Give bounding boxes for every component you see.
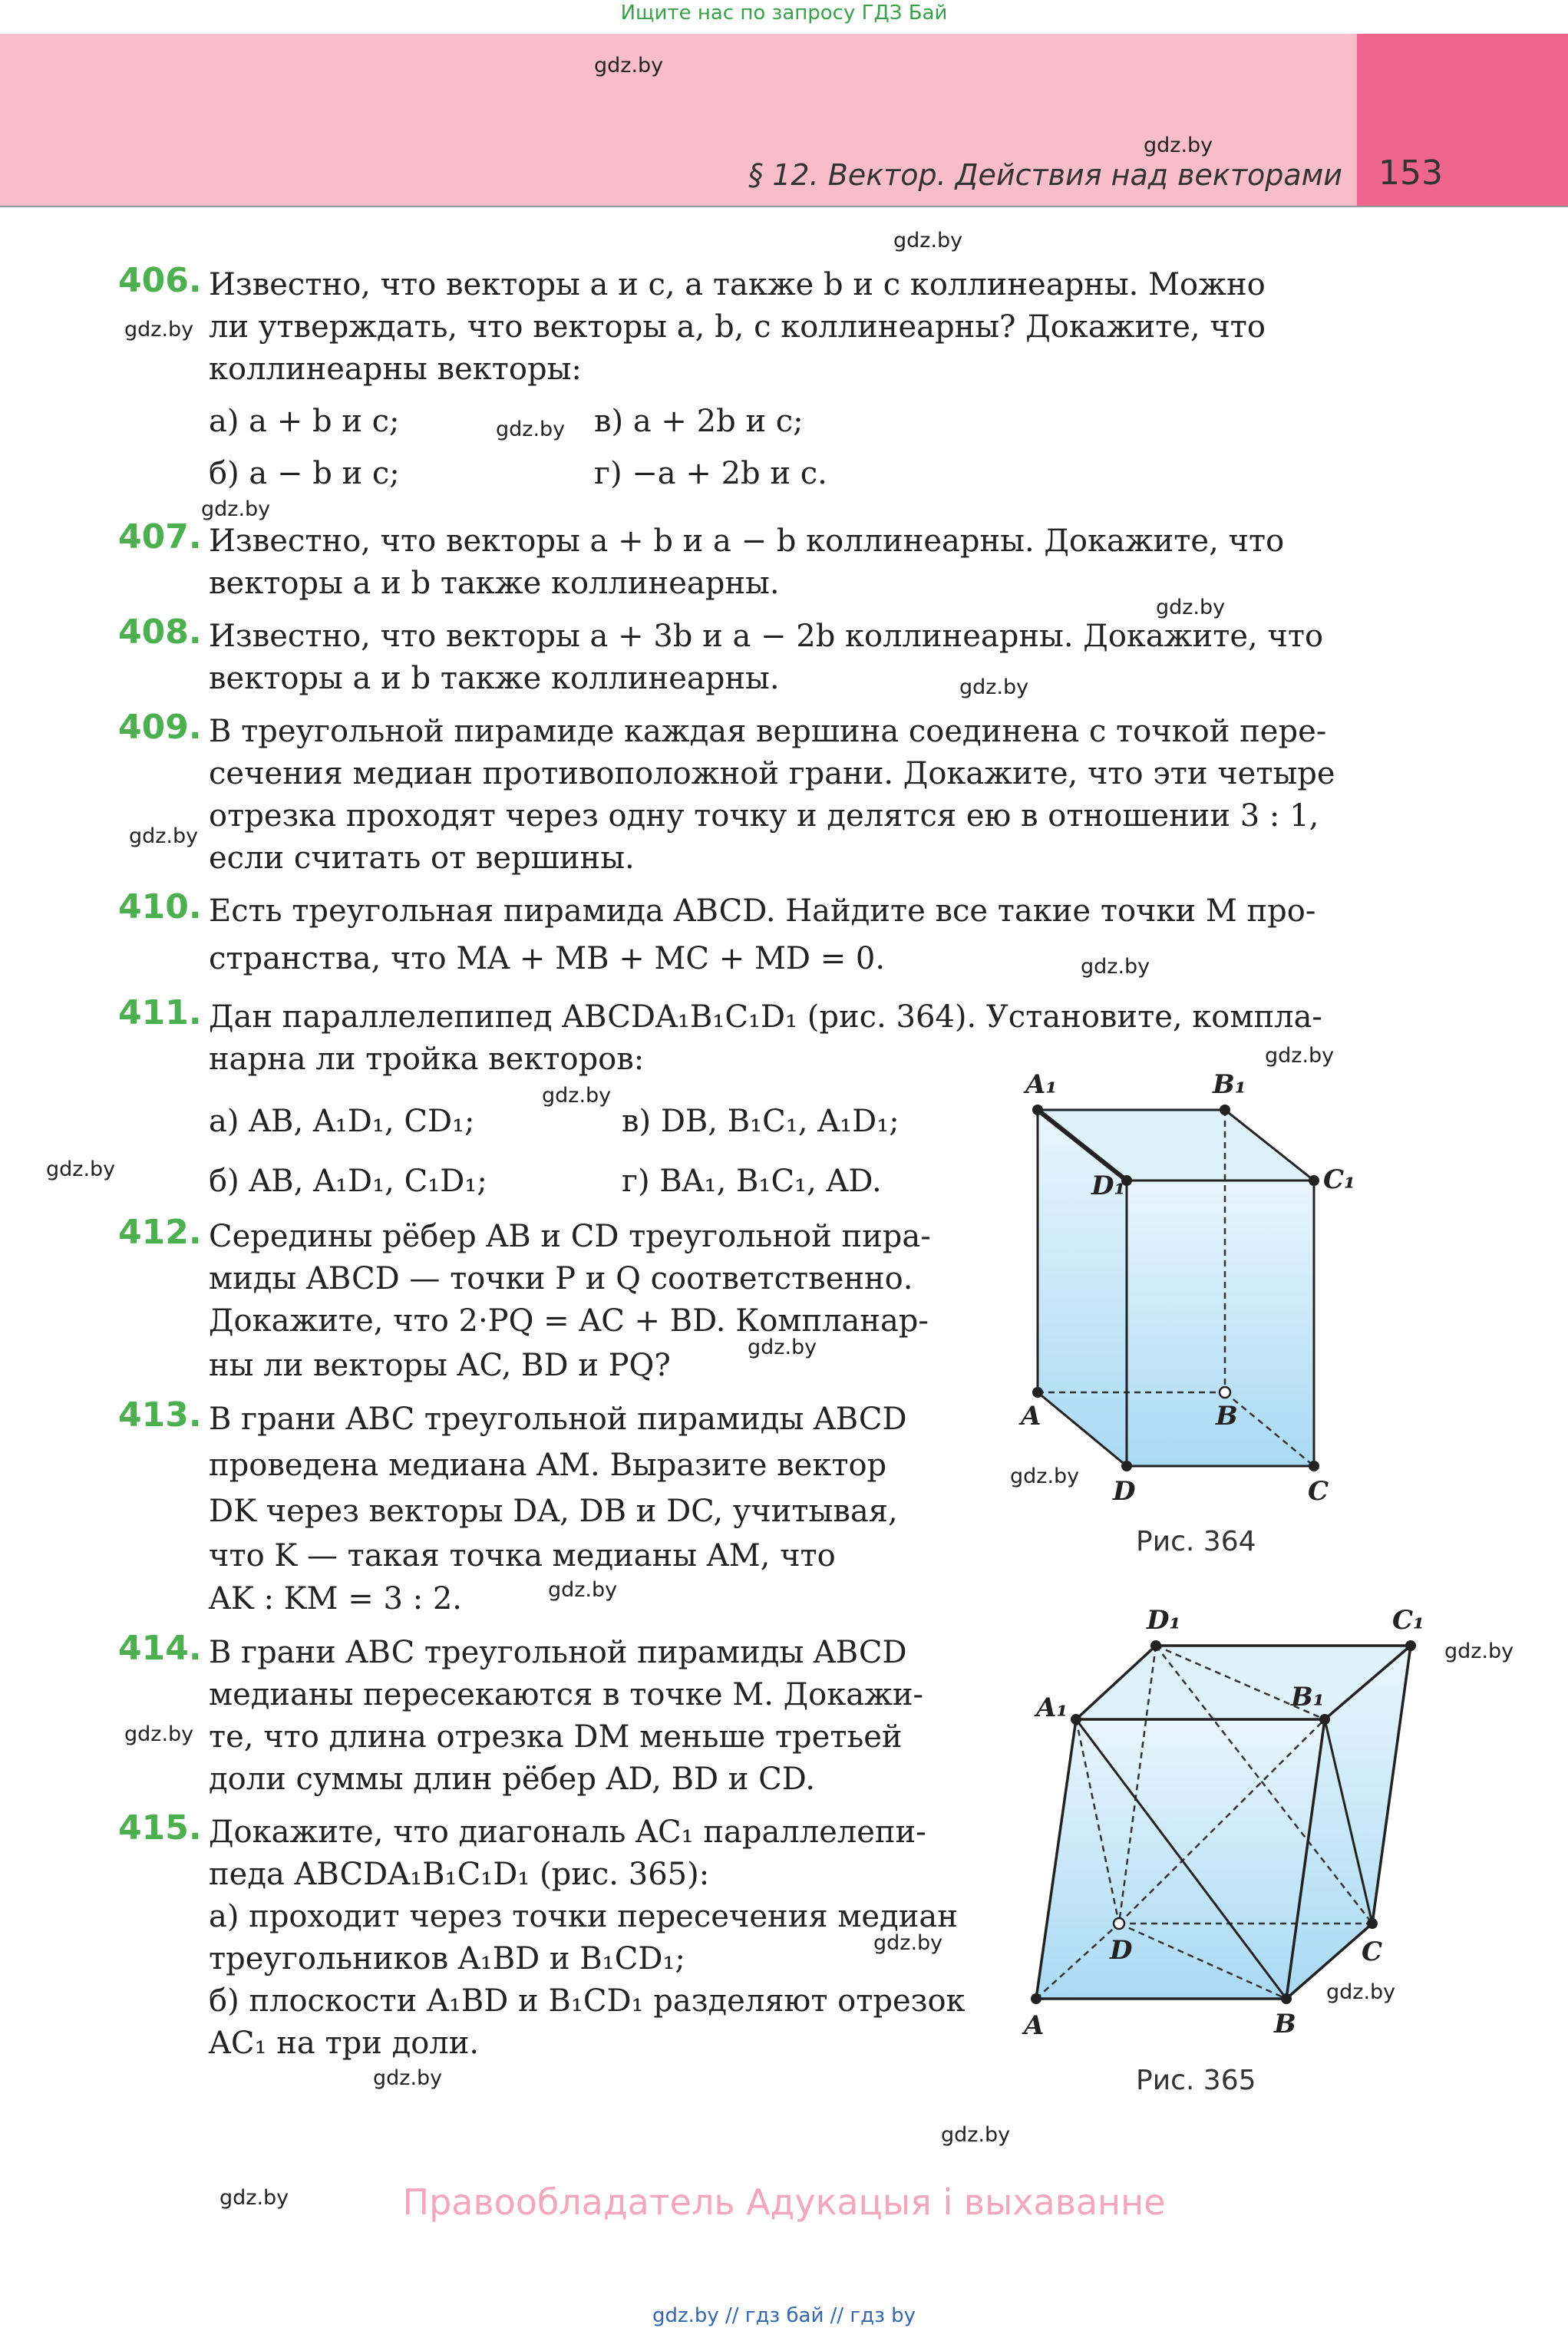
- problem-text: В грани ABC треугольной пирамиды ABCD: [209, 1402, 907, 1437]
- problem-text: Есть треугольная пирамида ABCD. Найдите все такие точки M про-: [209, 893, 1316, 929]
- problem-text: Известно, что векторы a и c, а также b и c коллинеарны. Можно: [209, 267, 1266, 302]
- vertex-label: D₁: [1091, 1171, 1126, 1201]
- problem-text: сечения медиан противоположной грани. Докажите, что эти четыре: [209, 756, 1335, 791]
- watermark: gdz.by: [1144, 134, 1213, 157]
- problem-subitem: б) AB, A₁D₁, C₁D₁;: [209, 1164, 487, 1199]
- problem-text: DK через векторы DA, DB и DC, учитывая,: [209, 1494, 898, 1529]
- problem-number: 414.: [118, 1629, 202, 1668]
- watermark: gdz.by: [124, 1722, 194, 1746]
- problem-subitem: в) DB, B₁C₁, A₁D₁;: [622, 1104, 900, 1139]
- problem-text: Дан параллелепипед ABCDA₁B₁C₁D₁ (рис. 364). Установите, компла-: [209, 999, 1322, 1035]
- problem-text: странства, что MA + MB + MC + MD = 0.: [209, 941, 886, 976]
- problem-text: отрезка проходят через одну точку и делятся ею в отношении 3 : 1,: [209, 798, 1319, 834]
- problem-text: коллинеарны векторы:: [209, 352, 582, 387]
- watermark: gdz.by: [373, 2066, 443, 2090]
- header-divider: [0, 206, 1568, 207]
- watermark: gdz.by: [1444, 1640, 1514, 1663]
- vertex-label: A: [1024, 2010, 1045, 2041]
- problem-number: 411.: [118, 993, 202, 1032]
- problem-text: векторы a и b также коллинеарны.: [209, 661, 780, 696]
- problem-number: 412.: [118, 1213, 202, 1252]
- vertex-label: D: [1110, 1935, 1133, 1966]
- problem-subitem: а) a + b и c;: [209, 404, 400, 439]
- problem-text: ны ли векторы AC, BD и PQ?: [209, 1348, 671, 1383]
- problem-text: треугольников A₁BD и B₁CD₁;: [209, 1941, 685, 1976]
- vertex-label: B: [1274, 2009, 1296, 2039]
- problem-text: что K — такая точка медианы AM, что: [209, 1538, 836, 1574]
- watermark: gdz.by: [496, 418, 566, 441]
- vertex-label: C₁: [1392, 1605, 1424, 1636]
- problem-text: нарна ли тройка векторов:: [209, 1042, 645, 1077]
- problem-number: 410.: [118, 887, 202, 926]
- watermark: gdz.by: [748, 1336, 817, 1359]
- vertex-label: B₁: [1291, 1682, 1325, 1712]
- figure-caption: Рис. 364: [1136, 1526, 1256, 1557]
- problem-text: проведена медиана AM. Выразите вектор: [209, 1448, 887, 1483]
- problem-text: доли суммы длин рёбер AD, BD и CD.: [209, 1762, 816, 1797]
- problem-text: Известно, что векторы a + 3b и a − 2b коллинеарны. Докажите, что: [209, 619, 1324, 654]
- problem-subitem: г) BA₁, B₁C₁, AD.: [622, 1164, 882, 1199]
- figure-364: [998, 1059, 1355, 1520]
- problem-number: 407.: [118, 517, 202, 556]
- vertex-label: C₁: [1323, 1164, 1355, 1195]
- problem-text: Известно, что векторы a + b и a − b коллинеарны. Докажите, что: [209, 523, 1285, 559]
- watermark: gdz.by: [594, 54, 664, 78]
- vertex-label: A: [1021, 1401, 1041, 1432]
- watermark: gdz.by: [959, 675, 1029, 699]
- problem-subitem: б) a − b и c;: [209, 456, 400, 491]
- vertex-label: A₁: [1025, 1069, 1058, 1100]
- footer-links[interactable]: gdz.by // гдз бай // гдз by: [652, 2304, 916, 2327]
- problem-text: ли утверждать, что векторы a, b, c коллинеарны? Докажите, что: [209, 309, 1266, 345]
- problem-text: Докажите, что диагональ AC₁ параллелепи-: [209, 1815, 926, 1850]
- vertex-label: A₁: [1036, 1692, 1068, 1723]
- problem-text: В грани ABC треугольной пирамиды ABCD: [209, 1635, 907, 1670]
- copyright-owner: Правообладатель Адукацыя і выхаванне: [402, 2181, 1166, 2223]
- problem-subitem: г) −a + 2b и c.: [594, 456, 827, 491]
- watermark: gdz.by: [542, 1084, 612, 1108]
- vertex-label: C: [1308, 1476, 1329, 1507]
- problem-text: б) плоскости A₁BD и B₁CD₁ разделяют отрезок: [209, 1983, 966, 2019]
- page-number: 153: [1378, 154, 1443, 193]
- problem-number: 409.: [118, 708, 202, 747]
- problem-number: 415.: [118, 1808, 202, 1848]
- problem-text: те, что длина отрезка DM меньше третьей: [209, 1719, 903, 1755]
- problem-text: Докажите, что 2·PQ = AC + BD. Компланар-: [209, 1303, 929, 1339]
- problem-subitem: а) AB, A₁D₁, CD₁;: [209, 1104, 475, 1139]
- problem-text: AC₁ на три доли.: [209, 2026, 480, 2061]
- watermark: gdz.by: [46, 1157, 116, 1181]
- figure-365: [1021, 1589, 1451, 2049]
- watermark: gdz.by: [124, 318, 194, 342]
- watermark: gdz.by: [1156, 596, 1226, 619]
- problem-text: а) проходит через точки пересечения медиан: [209, 1899, 958, 1934]
- watermark: gdz.by: [548, 1578, 618, 1602]
- problem-text: миды ABCD — точки P и Q соответственно.: [209, 1261, 913, 1296]
- section-title: § 12. Вектор. Действия над векторами: [748, 158, 1342, 192]
- problem-text: педа ABCDA₁B₁C₁D₁ (рис. 365):: [209, 1857, 710, 1892]
- watermark: gdz.by: [1326, 1980, 1396, 2004]
- problem-number: 408.: [118, 613, 202, 652]
- vertex-label: D: [1113, 1476, 1136, 1507]
- watermark: gdz.by: [129, 824, 199, 848]
- watermark: gdz.by: [220, 2186, 289, 2210]
- vertex-label: B₁: [1213, 1069, 1246, 1100]
- problem-text: если считать от вершины.: [209, 840, 635, 876]
- watermark: gdz.by: [201, 497, 271, 521]
- watermark: gdz.by: [1265, 1044, 1335, 1068]
- vertex-label: B: [1216, 1401, 1238, 1432]
- problem-text: медианы пересекаются в точке M. Докажи-: [209, 1677, 924, 1712]
- watermark: gdz.by: [873, 1931, 943, 1955]
- problem-text: В треугольной пирамиде каждая вершина соединена с точкой пере-: [209, 714, 1327, 749]
- vertex-label: D₁: [1147, 1605, 1181, 1636]
- problem-number: 406.: [118, 261, 202, 300]
- vertex-label: C: [1362, 1937, 1383, 1967]
- problem-text: AK : KM = 3 : 2.: [209, 1581, 462, 1616]
- search-hint: Ищите нас по запросу ГДЗ Бай: [620, 2, 948, 25]
- watermark: gdz.by: [941, 2123, 1011, 2147]
- watermark: gdz.by: [1010, 1465, 1080, 1488]
- problem-text: векторы a и b также коллинеарны.: [209, 566, 780, 601]
- problem-subitem: в) a + 2b и c;: [594, 404, 804, 439]
- figure-caption: Рис. 365: [1136, 2065, 1256, 2096]
- problem-number: 413.: [118, 1395, 202, 1435]
- problem-text: Середины рёбер AB и CD треугольной пира-: [209, 1219, 931, 1254]
- watermark: gdz.by: [1081, 955, 1150, 979]
- watermark: gdz.by: [893, 229, 963, 253]
